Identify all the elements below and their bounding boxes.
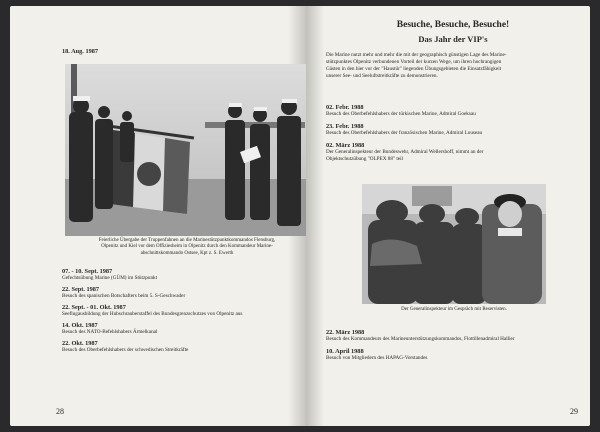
event-date: 22. Sept. - 01. Okt. 1987	[62, 304, 126, 311]
right-event-list-top	[326, 104, 588, 163]
event-item	[62, 322, 306, 336]
event-text: Besuch des Oberbefehlshabers der französischen Marine, Admiral Louseau	[326, 130, 483, 136]
intro-paragraph	[326, 52, 588, 80]
flag-ceremony-photo	[65, 64, 306, 236]
event-item	[326, 329, 588, 343]
page-number-right: 29	[570, 407, 578, 416]
flag-ceremony-illustration	[65, 64, 306, 236]
right-page	[306, 6, 590, 426]
page-subtitle: Das Jahr der VIP's	[418, 34, 488, 44]
caption-line: abschnittskommando Ostsee, Kpt z. S. Ewerth	[140, 250, 234, 256]
intro-line: unserer See- und Seeluftstreitkräfte zu demonstrieren.	[326, 73, 438, 79]
reservists-illustration	[362, 184, 546, 304]
caption-line: Olpenitz und Kiel vor dem Offiziesheim in Olpenitz durch den Kommandeur Marine-	[101, 244, 273, 250]
caption-line: Feierliche Übergabe der Truppenfahnen an die Marinestützpunktkommandos Flensburg,	[98, 238, 276, 243]
event-item	[326, 348, 588, 362]
page-number-left: 28	[56, 407, 64, 416]
event-text: Gefechtsübung Marine (GÜM) im Stützpunkt	[62, 275, 158, 281]
event-text: Besuch des Oberbefehlshabers der schwedischen Streitkräfte	[62, 347, 189, 353]
event-date: 22. Sept. 1987	[62, 286, 100, 293]
event-text: Objektschutzübung "OLPEX 88" teil	[326, 156, 403, 162]
event-item	[62, 286, 306, 300]
event-date: 23. Febr. 1988	[326, 123, 364, 130]
event-date: 22. Okt. 1987	[62, 340, 98, 347]
event-date: 02. März 1988	[326, 142, 365, 149]
right-event-list-bottom	[326, 329, 588, 362]
page-title: Besuche, Besuche, Besuche!	[396, 20, 510, 30]
intro-line: Gästen in den hier vor der "Haustür" liegenden Übungsgebieten die Einsatzfähigkeit	[326, 66, 502, 72]
right-photo-caption: Der Generalinspekteur im Gespräch mit Reservisten.	[401, 307, 507, 312]
event-text: Besuch des Kommandeurs des Marineunterstützungskommandos, Flottillenadmiral Hallier	[326, 336, 515, 342]
event-text: Der Generalinspekteur der Bundeswehr, Admiral Wellershoff, nimmt an der	[326, 149, 484, 155]
left-event-list	[62, 268, 306, 354]
event-text: Besuch von Mitgliedern des HAPAG-Vorstandes	[326, 355, 428, 361]
intro-line: Die Marine nutzt mehr und mehr die mit der geographisch günstigen Lage des Marine-	[326, 52, 507, 58]
event-text: Besuch des NATO-Befehlshabers Ärmelkanal	[62, 329, 158, 335]
left-photo-caption	[64, 238, 306, 257]
event-date: 10. April 1988	[326, 348, 364, 355]
event-item	[326, 104, 588, 118]
event-item	[326, 123, 588, 137]
event-text: Besuch des Oberbefehlshabers der türkischen Marine, Admiral Goeksau	[326, 111, 476, 117]
event-date: 02. Febr. 1988	[326, 104, 364, 111]
top-date: 18. Aug. 1987	[62, 48, 99, 55]
event-date: 14. Okt. 1987	[62, 322, 98, 329]
event-date: 07. - 10. Sept. 1987	[62, 268, 113, 275]
reservists-photo	[362, 184, 546, 304]
event-text: Besuch des spanischen Botschafters beim 5. S-Geschwader	[62, 293, 186, 299]
event-item	[62, 268, 306, 282]
event-date: 22. März 1988	[326, 329, 365, 336]
event-item	[62, 340, 306, 354]
event-item	[326, 142, 588, 163]
intro-line: stützpunktes Olpenitz verbundenen Vorteil der kurzen Wege, um ihren hochrangigen	[326, 59, 502, 65]
left-page	[10, 6, 306, 426]
event-item	[62, 304, 306, 318]
event-text: Seeflugausbildung der Hubschrauberstaffel des Bundesgrenzschutzes von Olpenitz aus	[62, 311, 243, 317]
right-gutter-shadow	[306, 6, 324, 426]
